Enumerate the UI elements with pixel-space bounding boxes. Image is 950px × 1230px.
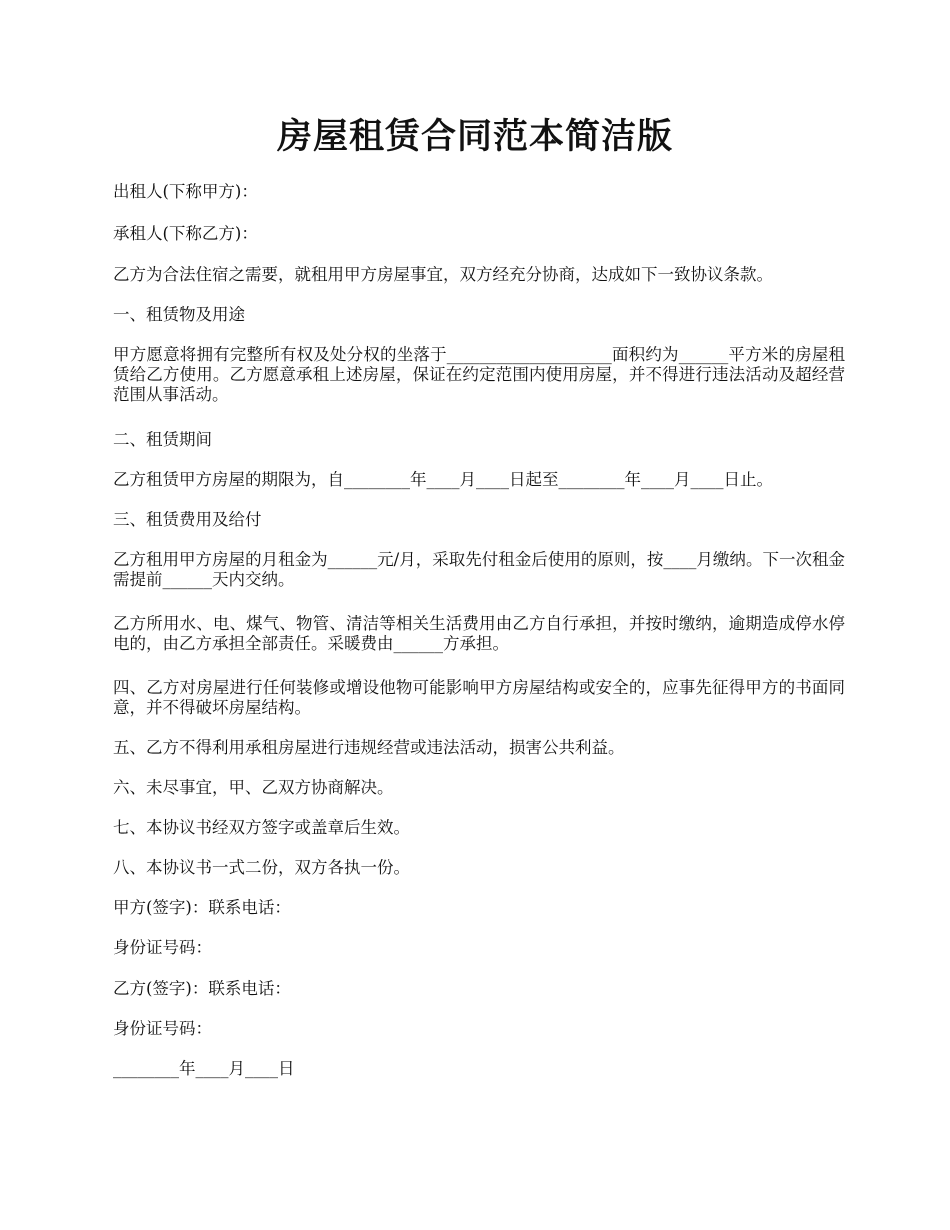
section-6-paragraph: 六、未尽事宜，甲、乙双方协商解决。 — [113, 778, 394, 797]
intro-paragraph: 乙方为合法住宿之需要，就租用甲方房屋事宜，双方经充分协商，达成如下一致协议条款。 — [113, 265, 773, 284]
party-a-id-line: 身份证号码： — [113, 938, 212, 957]
section-8-paragraph: 八、本协议书一式二份，双方各执一份。 — [113, 858, 410, 877]
section-5-paragraph: 五、乙方不得利用承租房屋进行违规经营或违法活动，损害公共利益。 — [113, 738, 625, 757]
section-2-body: 乙方租赁甲方房屋的期限为，自________年____月____日起至________年____月____日止。 — [113, 470, 773, 489]
party-a-signature-line: 甲方(签字)：联系电话： — [113, 898, 291, 917]
date-line: ________年____月____日 — [113, 1059, 295, 1078]
section-1-heading: 一、租赁物及用途 — [113, 305, 245, 324]
party-b-id-line: 身份证号码： — [113, 1019, 212, 1038]
rent-payment-paragraph: 乙方租用甲方房屋的月租金为______元/月，采取先付租金后使用的原则，按____月缴纳。下一次租金需提前______天内交纳。 — [113, 550, 845, 589]
lessee-line: 承租人(下称乙方)： — [113, 224, 258, 243]
section-3-heading: 三、租赁费用及给付 — [113, 510, 262, 529]
party-b-signature-line: 乙方(签字)：联系电话： — [113, 979, 291, 998]
section-1-body: 甲方愿意将拥有完整所有权及处分权的坐落于____________________面积约为______平方米的房屋租赁给乙方使用。乙方愿意承租上述房屋，保证在约定范围内使用房屋，并不得进行违法活动及超经营范围从事活动。 — [113, 345, 845, 404]
document-title: 房屋租赁合同范本简洁版 — [276, 116, 673, 157]
section-2-heading: 二、租赁期间 — [113, 430, 212, 449]
section-7-paragraph: 七、本协议书经双方签字或盖章后生效。 — [113, 818, 410, 837]
lessor-line: 出租人(下称甲方)： — [113, 182, 258, 201]
utilities-paragraph: 乙方所用水、电、煤气、物管、清洁等相关生活费用由乙方自行承担，并按时缴纳，逾期造成停水停电的，由乙方承担全部责任。采暖费由______方承担。 — [113, 614, 845, 653]
section-4-paragraph: 四、乙方对房屋进行任何装修或增设他物可能影响甲方房屋结构或安全的，应事先征得甲方的书面同意，并不得破坏房屋结构。 — [113, 678, 845, 717]
